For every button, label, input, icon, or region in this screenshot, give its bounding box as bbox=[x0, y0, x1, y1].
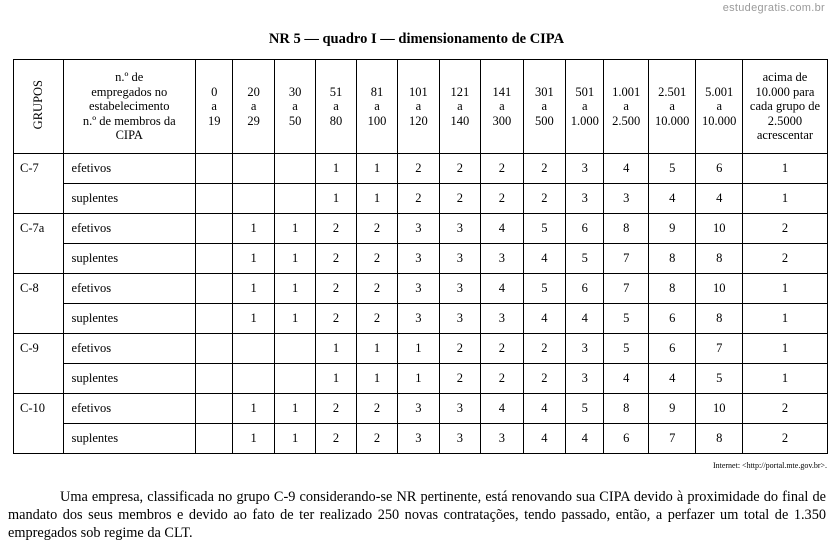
member-count-cell: 2 bbox=[356, 394, 397, 424]
member-count-cell: 3 bbox=[398, 214, 439, 244]
member-count-cell: 5 bbox=[604, 334, 648, 364]
header-range: 1.001 a 2.500 bbox=[604, 60, 648, 154]
member-count-cell: 4 bbox=[481, 274, 523, 304]
member-count-cell: 1 bbox=[356, 364, 397, 394]
member-count-cell: 2 bbox=[398, 184, 439, 214]
member-count-cell: 4 bbox=[523, 304, 565, 334]
member-count-cell: 2 bbox=[356, 214, 397, 244]
member-count-cell: 2 bbox=[439, 154, 480, 184]
member-count-cell: 10 bbox=[696, 274, 743, 304]
member-count-cell: 2 bbox=[316, 214, 356, 244]
member-count-cell: 2 bbox=[356, 274, 397, 304]
header-range: 141 a 300 bbox=[481, 60, 523, 154]
member-count-cell: 3 bbox=[481, 244, 523, 274]
member-count-cell: 6 bbox=[696, 154, 743, 184]
group-name: C-8 bbox=[14, 274, 64, 334]
member-count-cell: 3 bbox=[481, 304, 523, 334]
member-count-cell: 6 bbox=[648, 334, 696, 364]
member-count-cell: 4 bbox=[566, 304, 604, 334]
member-count-cell: 4 bbox=[696, 184, 743, 214]
table-row bbox=[14, 214, 828, 244]
member-count-cell: 2 bbox=[316, 304, 356, 334]
table-body bbox=[14, 154, 828, 454]
table-row bbox=[14, 244, 828, 274]
member-type-label: suplentes bbox=[63, 244, 195, 274]
member-count-cell: 1 bbox=[274, 244, 315, 274]
header-range: 51 a 80 bbox=[316, 60, 356, 154]
member-count-cell: 5 bbox=[604, 304, 648, 334]
member-count-cell bbox=[196, 424, 233, 454]
member-count-cell: 5 bbox=[523, 214, 565, 244]
header-range: 301 a 500 bbox=[523, 60, 565, 154]
member-count-cell: 1 bbox=[742, 274, 827, 304]
table-row bbox=[14, 184, 828, 214]
group-name: C-10 bbox=[14, 394, 64, 454]
member-count-cell: 1 bbox=[398, 334, 439, 364]
header-range: 2.501 a 10.000 bbox=[648, 60, 696, 154]
member-count-cell: 2 bbox=[523, 334, 565, 364]
member-count-cell: 10 bbox=[696, 214, 743, 244]
member-count-cell: 4 bbox=[523, 394, 565, 424]
member-count-cell: 1 bbox=[356, 184, 397, 214]
member-count-cell: 1 bbox=[316, 334, 356, 364]
member-count-cell: 2 bbox=[439, 364, 480, 394]
table-row bbox=[14, 304, 828, 334]
member-count-cell: 2 bbox=[742, 394, 827, 424]
member-count-cell: 9 bbox=[648, 214, 696, 244]
member-count-cell: 1 bbox=[356, 154, 397, 184]
member-count-cell bbox=[196, 394, 233, 424]
member-type-label: suplentes bbox=[63, 364, 195, 394]
member-count-cell: 1 bbox=[274, 394, 315, 424]
member-count-cell: 1 bbox=[398, 364, 439, 394]
member-count-cell bbox=[274, 364, 315, 394]
member-count-cell: 2 bbox=[523, 154, 565, 184]
member-count-cell: 1 bbox=[742, 304, 827, 334]
member-count-cell: 2 bbox=[523, 184, 565, 214]
member-count-cell: 5 bbox=[566, 394, 604, 424]
member-count-cell: 2 bbox=[356, 244, 397, 274]
member-count-cell: 4 bbox=[604, 154, 648, 184]
member-count-cell bbox=[233, 334, 274, 364]
member-count-cell: 2 bbox=[481, 364, 523, 394]
table-row bbox=[14, 274, 828, 304]
member-type-label: efetivos bbox=[63, 154, 195, 184]
member-count-cell: 2 bbox=[439, 184, 480, 214]
table-title: NR 5 — quadro I — dimensionamento de CIPA bbox=[268, 31, 565, 47]
member-count-cell: 8 bbox=[696, 424, 743, 454]
member-count-cell: 7 bbox=[604, 244, 648, 274]
cipa-table bbox=[13, 59, 828, 454]
member-count-cell: 8 bbox=[604, 394, 648, 424]
member-count-cell: 2 bbox=[316, 274, 356, 304]
header-range-above: acima de 10.000 para cada grupo de 2.5000 acrescentar bbox=[742, 60, 827, 154]
member-count-cell bbox=[233, 154, 274, 184]
header-range: 501 a 1.000 bbox=[566, 60, 604, 154]
member-count-cell: 1 bbox=[233, 304, 274, 334]
question-paragraph: Uma empresa, classificada no grupo C-9 considerando-se NR pertinente, está renovando sua CIPA devido à proximidade do final de mandato dos seus membros e devido ao fato de ter realizado 250 novas contratações, tendo passado, então, a perfazer um total de 1.350 empregados sob regime da CLT. bbox=[8, 489, 826, 541]
member-count-cell bbox=[233, 364, 274, 394]
member-count-cell: 1 bbox=[233, 214, 274, 244]
member-count-cell: 3 bbox=[398, 424, 439, 454]
member-count-cell: 1 bbox=[233, 244, 274, 274]
member-type-label: efetivos bbox=[63, 274, 195, 304]
member-count-cell: 1 bbox=[742, 154, 827, 184]
member-count-cell: 3 bbox=[439, 214, 480, 244]
member-count-cell: 6 bbox=[566, 214, 604, 244]
member-count-cell: 3 bbox=[566, 184, 604, 214]
member-count-cell: 4 bbox=[481, 394, 523, 424]
member-count-cell: 1 bbox=[742, 334, 827, 364]
member-count-cell bbox=[274, 334, 315, 364]
member-count-cell bbox=[196, 274, 233, 304]
member-count-cell bbox=[274, 184, 315, 214]
member-count-cell: 2 bbox=[481, 334, 523, 364]
member-count-cell: 2 bbox=[481, 184, 523, 214]
member-count-cell: 4 bbox=[523, 244, 565, 274]
member-count-cell: 9 bbox=[648, 394, 696, 424]
member-count-cell: 1 bbox=[274, 274, 315, 304]
table-row bbox=[14, 364, 828, 394]
member-type-label: suplentes bbox=[63, 184, 195, 214]
member-count-cell: 2 bbox=[439, 334, 480, 364]
table-header-row bbox=[14, 60, 828, 154]
member-count-cell: 2 bbox=[316, 244, 356, 274]
member-count-cell: 3 bbox=[398, 274, 439, 304]
member-type-label: suplentes bbox=[63, 304, 195, 334]
member-count-cell bbox=[196, 364, 233, 394]
member-count-cell: 7 bbox=[648, 424, 696, 454]
member-count-cell: 6 bbox=[604, 424, 648, 454]
member-count-cell: 4 bbox=[648, 184, 696, 214]
member-count-cell bbox=[196, 184, 233, 214]
header-description: n.º de empregados no estabelecimento n.º de membros da CIPA bbox=[63, 60, 195, 154]
header-range: 20 a 29 bbox=[233, 60, 274, 154]
member-count-cell: 2 bbox=[742, 244, 827, 274]
member-count-cell: 4 bbox=[523, 424, 565, 454]
member-count-cell: 1 bbox=[233, 274, 274, 304]
member-count-cell: 2 bbox=[481, 154, 523, 184]
header-range: 0 a 19 bbox=[196, 60, 233, 154]
header-range: 5.001 a 10.000 bbox=[696, 60, 743, 154]
member-count-cell: 3 bbox=[439, 244, 480, 274]
member-count-cell: 3 bbox=[566, 334, 604, 364]
member-count-cell: 2 bbox=[742, 214, 827, 244]
member-count-cell: 3 bbox=[398, 244, 439, 274]
member-count-cell: 6 bbox=[648, 304, 696, 334]
table-row bbox=[14, 394, 828, 424]
member-count-cell: 2 bbox=[398, 154, 439, 184]
member-count-cell: 1 bbox=[233, 394, 274, 424]
member-count-cell: 3 bbox=[439, 304, 480, 334]
member-count-cell: 7 bbox=[604, 274, 648, 304]
member-count-cell: 3 bbox=[398, 304, 439, 334]
member-count-cell bbox=[196, 154, 233, 184]
member-count-cell bbox=[196, 304, 233, 334]
member-count-cell: 5 bbox=[648, 154, 696, 184]
member-count-cell bbox=[196, 244, 233, 274]
member-count-cell: 2 bbox=[523, 364, 565, 394]
member-count-cell: 8 bbox=[696, 244, 743, 274]
member-count-cell: 10 bbox=[696, 394, 743, 424]
member-count-cell: 1 bbox=[274, 304, 315, 334]
member-count-cell: 5 bbox=[696, 364, 743, 394]
member-count-cell: 3 bbox=[566, 154, 604, 184]
member-type-label: efetivos bbox=[63, 394, 195, 424]
member-count-cell: 2 bbox=[742, 424, 827, 454]
member-count-cell bbox=[233, 184, 274, 214]
member-count-cell: 1 bbox=[356, 334, 397, 364]
site-watermark: estudegratis.com.br bbox=[722, 2, 825, 14]
member-count-cell: 8 bbox=[604, 214, 648, 244]
member-count-cell: 4 bbox=[648, 364, 696, 394]
member-count-cell bbox=[274, 154, 315, 184]
member-count-cell: 1 bbox=[742, 364, 827, 394]
header-range: 121 a 140 bbox=[439, 60, 480, 154]
member-count-cell: 8 bbox=[648, 274, 696, 304]
member-count-cell: 3 bbox=[439, 274, 480, 304]
group-name: C-7a bbox=[14, 214, 64, 274]
table-row bbox=[14, 154, 828, 184]
member-count-cell: 4 bbox=[604, 364, 648, 394]
member-count-cell: 8 bbox=[648, 244, 696, 274]
source-credit: Internet: <http://portal.mte.gov.br>. bbox=[712, 461, 827, 470]
group-name: C-7 bbox=[14, 154, 64, 214]
member-count-cell bbox=[196, 214, 233, 244]
group-name: C-9 bbox=[14, 334, 64, 394]
member-count-cell: 1 bbox=[274, 214, 315, 244]
member-count-cell: 3 bbox=[398, 394, 439, 424]
member-count-cell: 1 bbox=[742, 184, 827, 214]
member-count-cell: 2 bbox=[356, 304, 397, 334]
member-count-cell: 4 bbox=[566, 424, 604, 454]
member-count-cell: 3 bbox=[566, 364, 604, 394]
member-type-label: efetivos bbox=[63, 214, 195, 244]
member-count-cell: 2 bbox=[316, 394, 356, 424]
member-count-cell: 6 bbox=[566, 274, 604, 304]
member-count-cell: 1 bbox=[316, 184, 356, 214]
member-count-cell: 1 bbox=[316, 154, 356, 184]
member-count-cell: 4 bbox=[481, 214, 523, 244]
member-count-cell: 7 bbox=[696, 334, 743, 364]
member-count-cell: 3 bbox=[604, 184, 648, 214]
header-groups: GRUPOS bbox=[14, 60, 64, 154]
member-count-cell: 1 bbox=[233, 424, 274, 454]
member-type-label: suplentes bbox=[63, 424, 195, 454]
member-count-cell: 3 bbox=[481, 424, 523, 454]
member-count-cell: 1 bbox=[316, 364, 356, 394]
member-count-cell: 5 bbox=[566, 244, 604, 274]
member-count-cell: 2 bbox=[316, 424, 356, 454]
header-range: 30 a 50 bbox=[274, 60, 315, 154]
member-count-cell: 3 bbox=[439, 424, 480, 454]
member-count-cell: 3 bbox=[439, 394, 480, 424]
header-range: 101 a 120 bbox=[398, 60, 439, 154]
member-type-label: efetivos bbox=[63, 334, 195, 364]
table-row bbox=[14, 334, 828, 364]
member-count-cell: 2 bbox=[356, 424, 397, 454]
member-count-cell bbox=[196, 334, 233, 364]
table-row bbox=[14, 424, 828, 454]
member-count-cell: 8 bbox=[696, 304, 743, 334]
member-count-cell: 5 bbox=[523, 274, 565, 304]
member-count-cell: 1 bbox=[274, 424, 315, 454]
header-range: 81 a 100 bbox=[356, 60, 397, 154]
